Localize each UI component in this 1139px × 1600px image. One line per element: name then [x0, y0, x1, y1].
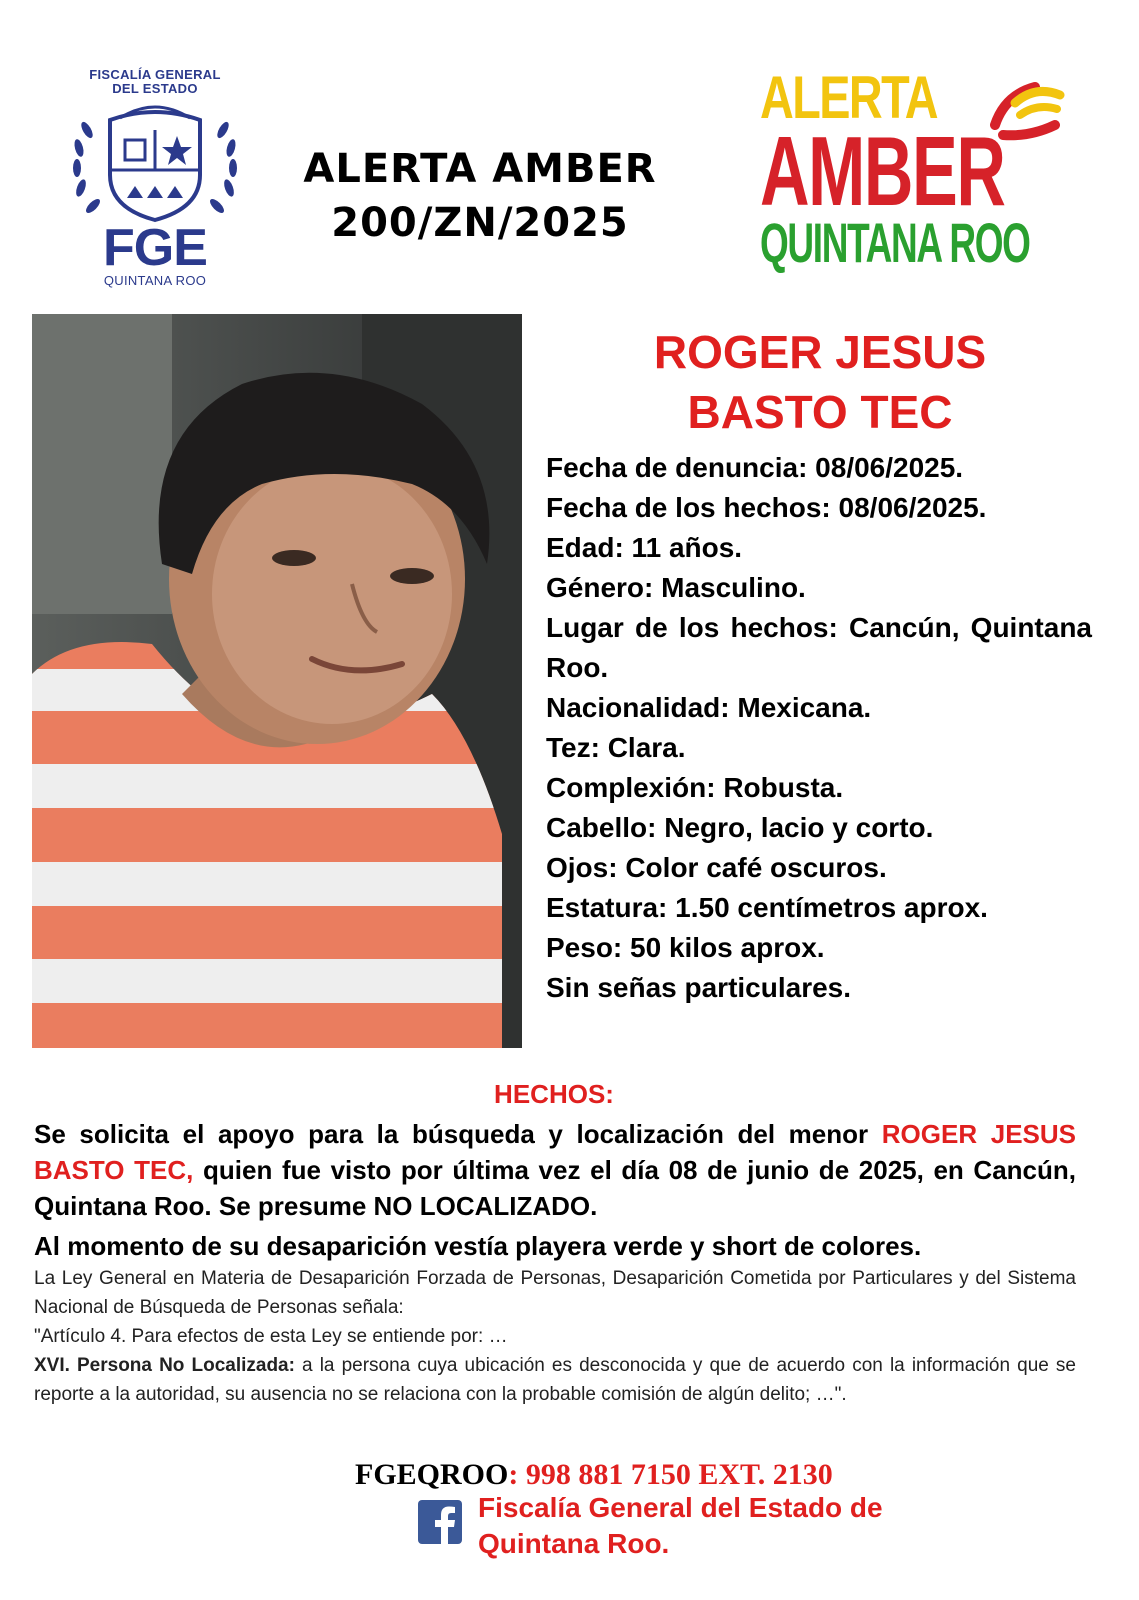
detail-location: Lugar de los hechos: Cancún, Quintana Roo.	[546, 612, 1092, 683]
fge-logo-state: QUINTANA ROO	[103, 273, 207, 288]
detail-age: Edad: 11 años.	[546, 532, 743, 563]
alert-title-line1: ALERTA AMBER	[303, 146, 657, 192]
detail-weight: Peso: 50 kilos aprox.	[546, 932, 825, 963]
facebook-page-link[interactable]	[478, 1490, 898, 1562]
amber-alert-logo	[760, 65, 1080, 285]
contact-org: FGEQROO	[355, 1458, 509, 1491]
facts-heading: HECHOS:	[494, 1079, 614, 1109]
law-citation	[34, 1264, 1076, 1409]
alert-title	[290, 142, 670, 250]
fge-logo-acronym: FGE	[103, 219, 207, 277]
facts-details: quien fue visto por última vez el día 08 de junio de 2025, en Cancún, Quintana Roo. Se presume NO LOCALIZADO.	[34, 1155, 1076, 1221]
detail-nationality: Nacionalidad: Mexicana.	[546, 692, 872, 723]
contact-line	[355, 1458, 955, 1492]
law-article: "Artículo 4. Para efectos de esta Ley se entiende por: …	[34, 1326, 508, 1347]
person-name	[590, 322, 1050, 442]
detail-build: Complexión: Robusta.	[546, 772, 844, 803]
detail-eyes: Ojos: Color café oscuros.	[546, 852, 887, 883]
law-intro: La Ley General en Materia de Desaparición Forzada de Personas, Desaparición Cometida por Particulares y del Sistema Nacional de Búsqueda de Personas señala:	[34, 1268, 1076, 1318]
detail-marks: Sin señas particulares.	[546, 972, 852, 1003]
facebook-page-line1: Fiscalía General del Estado de	[478, 1492, 883, 1523]
amber-logo-word-amber: AMBER	[760, 116, 1005, 226]
facts-paragraph	[34, 1116, 1076, 1224]
law-definition	[34, 1351, 1076, 1409]
law-definition-text: a la persona cuya ubicación es desconocida y que de acuerdo con la información que se reporte a la autoridad, su ausencia no se relaciona con la probable comisión de algún delito; …".	[34, 1355, 1076, 1405]
amber-logo-word-state: QUINTANA ROO	[760, 211, 1030, 274]
contact-phone[interactable]: : 998 881 7150 EXT. 2130	[508, 1458, 833, 1491]
detail-complexion-skin: Tez: Clara.	[546, 732, 686, 763]
person-details-list	[546, 448, 1092, 1008]
fge-logo-line1: FISCALÍA GENERAL	[89, 67, 221, 82]
alert-case-number: 200/ZN/2025	[331, 200, 629, 246]
facts-intro: Se solicita el apoyo para la búsqueda y localización del menor	[34, 1119, 882, 1149]
missing-child-photo	[32, 314, 522, 1048]
facts-person-name: ROGER JESUS BASTO TEC,	[34, 1119, 1077, 1185]
detail-gender: Género: Masculino.	[546, 572, 806, 603]
detail-event-date: Fecha de los hechos: 08/06/2025.	[546, 492, 987, 523]
law-definition-term: XVI. Persona No Localizada:	[34, 1355, 295, 1376]
fge-logo	[55, 60, 255, 295]
person-name-line1: ROGER JESUS	[653, 326, 987, 378]
detail-height: Estatura: 1.50 centímetros aprox.	[546, 892, 988, 923]
person-name-line2: BASTO TEC	[687, 386, 953, 438]
facebook-icon[interactable]	[418, 1500, 462, 1544]
detail-report-date: Fecha de denuncia: 08/06/2025.	[546, 452, 964, 483]
amber-logo-word-alerta: ALERTA	[760, 64, 937, 131]
facts-clothing: Al momento de su desaparición vestía playera verde y short de colores.	[34, 1231, 922, 1261]
amber-signal-waves-icon	[975, 65, 1075, 165]
fge-logo-line2: DEL ESTADO	[112, 81, 198, 96]
detail-hair: Cabello: Negro, lacio y corto.	[546, 812, 934, 843]
fge-shield-emblem-icon	[65, 100, 245, 230]
facebook-page-line2: Quintana Roo.	[478, 1528, 670, 1559]
